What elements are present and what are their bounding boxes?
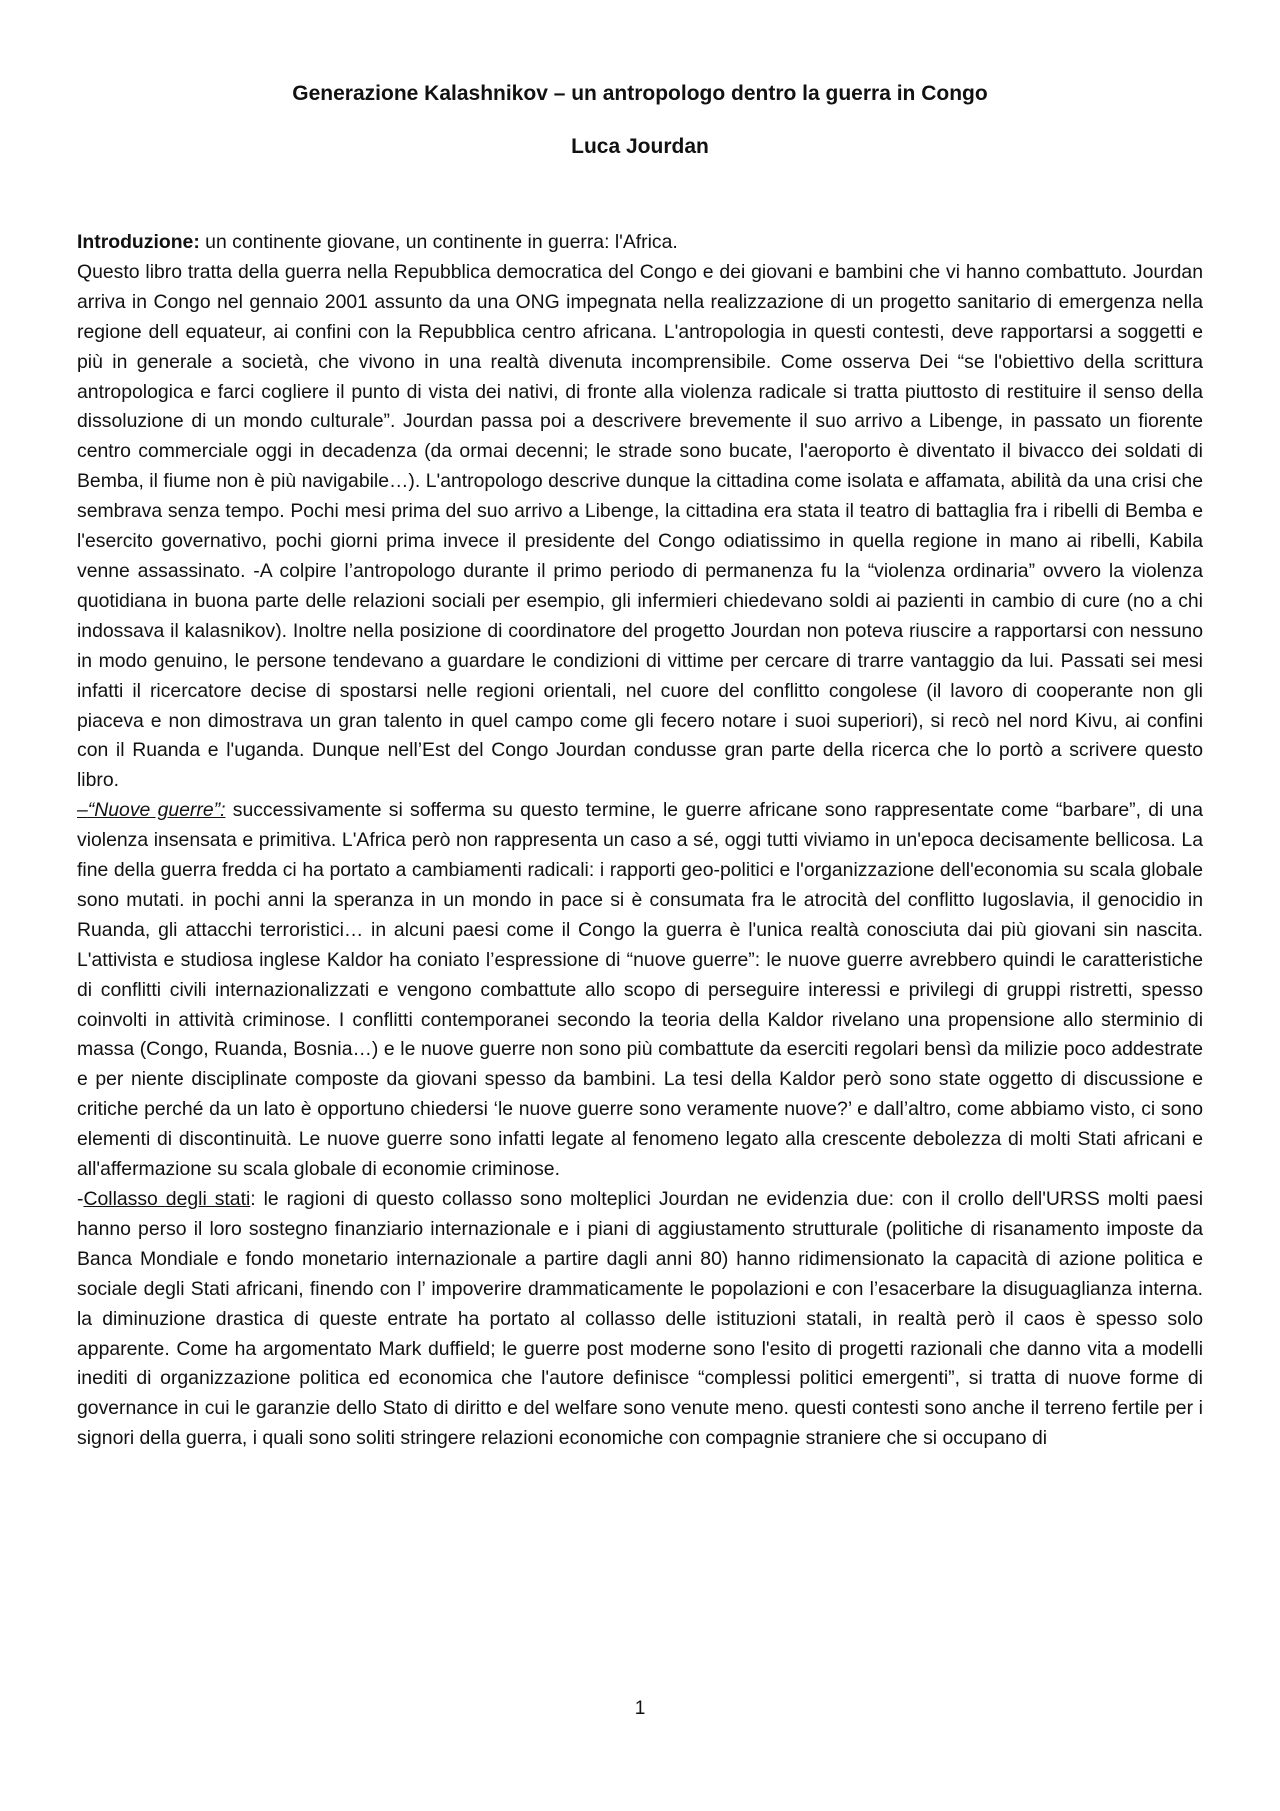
intro-heading-line bbox=[77, 228, 1203, 258]
document-body bbox=[77, 228, 1203, 1454]
nuove-guerre-paragraph bbox=[77, 796, 1203, 1185]
collasso-prefix: - bbox=[77, 1188, 84, 1210]
collasso-label: Collasso degli stati bbox=[83, 1188, 251, 1210]
document-title: Generazione Kalashnikov – un antropologo dentro la guerra in Congo bbox=[292, 82, 988, 105]
collasso-paragraph bbox=[77, 1185, 1203, 1454]
nuove-guerre-prefix: – bbox=[77, 799, 88, 822]
page-number: 1 bbox=[634, 1698, 646, 1719]
document-author: Luca Jourdan bbox=[571, 135, 709, 158]
collasso-text: : le ragioni di questo collasso sono molteplici Jourdan ne evidenzia due: con il crollo dell'URSS molti paesi hanno perso il loro sostegno finanziario internazionale e i piani di aggiustamento strutturale (politiche di risanamento imposte da Banca Mondiale e fondo monetario internazionale a partire dagli anni 80) hanno ridimensionato la capacità di azione politica e sociale degli Stati africani, finendo con l’ impoverire drammaticamente le popolazioni e con l’esacerbare la disuguaglianza interna. la diminuzione drastica di queste entrate ha portato al collasso delle istituzioni statali, in realtà però il caos è spesso solo apparente. Come ha argomentato Mark duffield; le guerre post moderne sono l'esito di progetti razionali che danno vita a modelli inediti di organizzazione politica ed economica che l'autore definisce “complessi politici emergenti”, si tratta di nuove forme di governance in cui le garanzie dello Stato di diritto e del welfare sono venute meno. questi contesti sono anche il terreno fertile per i signori della guerra, i quali sono soliti stringere relazioni economiche con compagnie straniere che si occupano di bbox=[77, 1188, 1204, 1450]
intro-label: Introduzione: bbox=[77, 231, 200, 253]
nuove-guerre-label: “Nuove guerre”: bbox=[87, 799, 226, 822]
intro-paragraph: Questo libro tratta della guerra nella Repubblica democratica del Congo e dei giovani e bambini che vi hanno combattuto. Jourdan arriva in Congo nel gennaio 2001 assunto da una ONG impegnata nella realizzazione di un progetto sanitario di emergenza nella regione dell equateur, ai confini con la Repubblica centro africana. L'antropologia in questi contesti, deve rapportarsi a soggetti e più in generale a società, che vivono in una realtà divenuta incomprensibile. Come osserva Dei “se l'obiettivo della scrittura antropologica e farci cogliere il punto di vista dei nativi, di fronte alla violenza radicale si tratta piuttosto di restituire il senso della dissoluzione di un mondo culturale”. Jourdan passa poi a descrivere brevemente il suo arrivo a Libenge, in passato un fiorente centro commerciale oggi in decadenza (da ormai decenni; le strade sono bucate, l'aeroporto è diventato il bivacco dei soldati di Bemba, il fiume non è più navigabile…). L'antropologo descrive dunque la cittadina come isolata e affamata, abilità da una crisi che sembrava senza tempo. Pochi mesi prima del suo arrivo a Libenge, la cittadina era stata il teatro di battaglia fra i ribelli di Bemba e l'esercito governativo, pochi giorni prima invece il presidente del Congo odiatissimo in quella regione in mano ai ribelli, Kabila venne assassinato. -A colpire l’antropologo durante il primo periodo di permanenza fu la “violenza ordinaria” ovvero la violenza quotidiana in buona parte delle relazioni sociali per esempio, gli infermieri chiedevano soldi ai pazienti in cambio di cure (no a chi indossava il kalasnikov). Inoltre nella posizione di coordinatore del progetto Jourdan non poteva riuscire a rapportarsi con nessuno in modo genuino, le persone tendevano a guardare le condizioni di vittime per cercare di trarre vantaggio da lui. Passati sei mesi infatti il ricercatore decise di spostarsi nelle regioni orientali, nel cuore del conflitto congolese (il lavoro di cooperante non gli piaceva e non dimostrava un gran talento in quel campo come gli fecero notare i suoi superiori), si recò nel nord Kivu, ai confini con il Ruanda e l'uganda. Dunque nell’Est del Congo Jourdan condusse gran parte della ricerca che lo portò a scrivere questo libro. bbox=[77, 260, 1203, 792]
nuove-guerre-text: successivamente si sofferma su questo termine, le guerre africane sono rappresentate come “barbare”, di una violenza insensata e primitiva. L'Africa però non rappresenta un caso a sé, oggi tutti viviamo in un'epoca decisamente bellicosa. La fine della guerra fredda ci ha portato a cambiamenti radicali: i rapporti geo-politici e l'organizzazione dell'economia su scala globale sono mutati. in pochi anni la speranza in un mondo in pace si è consumata fra le atrocità del conflitto Iugoslavia, il genocidio in Ruanda, gli attacchi terroristici… in alcuni paesi come il Congo la guerra è l'unica realtà conosciuta dai più giovani sin nascita. L'attivista e studiosa inglese Kaldor ha coniato l’espressione di “nuove guerre”: le nuove guerre avrebbero quindi le caratteristiche di conflitti civili internazionalizzati e vengono combattute allo scopo di perseguire interessi e privilegi di gruppi ristretti, spesso coinvolti in attività criminose. I conflitti contemporanei secondo la teoria della Kaldor rivelano una propensione allo sterminio di massa (Congo, Ruanda, Bosnia…) e le nuove guerre non sono più combattute da eserciti regolari bensì da milizie poco addestrate e per niente disciplinate composte da giovani spesso da bambini. La tesi della Kaldor però sono state oggetto di discussione e critiche perché da un lato è opportuno chiedersi ‘le nuove guerre sono veramente nuove?’ e dall’altro, come abbiamo visto, ci sono elementi di discontinuità. Le nuove guerre sono infatti legate al fenomeno legato alla crescente debolezza di molti Stati africani e all'affermazione su scala globale di economie criminose. bbox=[77, 799, 1203, 1181]
intro-subtitle: un continente giovane, un continente in guerra: l'Africa. bbox=[199, 231, 678, 253]
